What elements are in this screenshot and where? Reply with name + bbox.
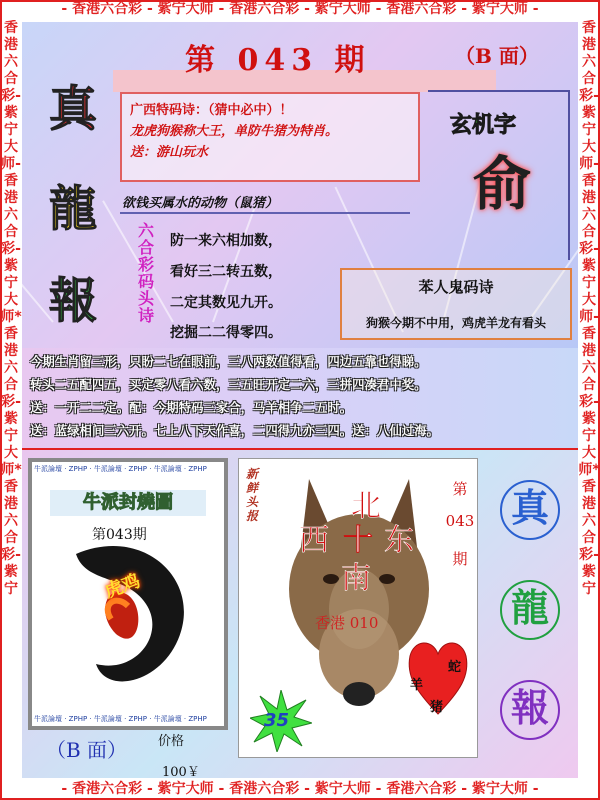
yin-yang-graphic bbox=[56, 524, 206, 694]
wolf-issue-top: 第 bbox=[452, 480, 468, 498]
special-code-poem bbox=[120, 92, 420, 182]
verse-line: 二定其数见九开。 bbox=[170, 295, 282, 311]
prediction-line: 今期生肖留三形，只盼二七在眼前，三八两数值得看，四边五靠也得睇。 bbox=[30, 354, 427, 369]
poem-line: 送：游山玩水 bbox=[130, 145, 209, 160]
vertical-char: 码 bbox=[137, 272, 154, 291]
wolf-issue-bottom: 期 bbox=[452, 550, 468, 568]
niupai-card bbox=[28, 458, 228, 730]
brand-char-long: 龍 bbox=[48, 181, 97, 237]
card-zodiac-tag: 虎鸡 bbox=[102, 570, 144, 603]
vertical-char: 合 bbox=[137, 238, 154, 257]
sub-poem-title: 苯人鬼码诗 bbox=[418, 278, 494, 296]
verse-line: 挖掘二二得零四。 bbox=[170, 325, 282, 341]
vertical-char: 诗 bbox=[137, 306, 154, 325]
vertical-title bbox=[136, 222, 156, 324]
top-banner: - 香港六合彩 - 紫宁大师 - 香港六合彩 - 紫宁大师 - 香港六合彩 - 紫宁大师 - bbox=[61, 1, 539, 17]
brand-char-zhen: 真 bbox=[48, 81, 97, 137]
poem-title: 广西特码诗：（猜中必中）！ bbox=[130, 103, 293, 118]
heart-zodiac: 蛇 bbox=[448, 660, 462, 675]
prediction-line: 送：一开二二定。配：今期特码三家合，马羊相争二五时。 bbox=[30, 400, 353, 415]
starburst-number: 35 bbox=[264, 710, 290, 731]
vertical-char: 头 bbox=[137, 289, 154, 308]
fresh-head-text: 新 鲜 头 报 bbox=[245, 467, 258, 523]
divider bbox=[120, 212, 410, 214]
wolf-issue-number: 043 bbox=[445, 512, 475, 530]
vertical-char: 彩 bbox=[137, 255, 154, 274]
price-value: 100￥ bbox=[162, 765, 200, 780]
right-banner: 香港六合彩-紫宁大师-香港六合彩-紫宁大师-香港六合彩-紫宁大师*香港六合彩-紫宁 bbox=[578, 20, 600, 597]
direction-north: 北 bbox=[351, 489, 381, 524]
left-banner: 香港六合彩-紫宁大师-香港六合彩-紫宁大师*香港六合彩-紫宁大师*香港六合彩-紫宁 bbox=[0, 20, 22, 597]
prediction-line: 转头二五配四五，买定零八看六数，三五旺开定二六，三拼四凑君中奖。 bbox=[30, 377, 427, 392]
direction-south: 南 bbox=[341, 561, 371, 596]
poem-line: 龙虎狗猴称大王，单防牛猪为特肖。 bbox=[130, 124, 339, 139]
mystery-char: 俞 bbox=[472, 150, 531, 218]
card-border-text: 牛派論壇 · ZPHP · 牛派論壇 · ZPHP · 牛派論壇 · ZPHP bbox=[34, 715, 207, 723]
heart-zodiac: 羊 bbox=[410, 678, 424, 693]
bottom-banner: - 香港六合彩 - 紫宁大师 - 香港六合彩 - 紫宁大师 - 香港六合彩 - 紫宁大师 - bbox=[61, 781, 539, 797]
verse-line: 看好三二转五数， bbox=[170, 264, 282, 280]
price-label: 价格 bbox=[158, 734, 185, 749]
wolf-watermark: 香港 010 bbox=[315, 614, 379, 632]
fresh-head-label bbox=[243, 467, 261, 523]
brand-circle-char: 龍 bbox=[510, 585, 549, 630]
brand-circle-char: 報 bbox=[510, 685, 549, 730]
brand-char-bao: 報 bbox=[48, 273, 97, 329]
b-face-label: （B 面） bbox=[46, 738, 128, 762]
direction-west: 西 bbox=[299, 523, 329, 558]
verse-line: 防一来六相加数， bbox=[170, 233, 282, 249]
card-heading: 牛派封燒圖 bbox=[50, 490, 206, 516]
card-issue: 第043期 bbox=[92, 527, 147, 543]
issue-title: 第 043 期 bbox=[185, 43, 371, 78]
prediction-line: 送：蓝绿相间三六开。七上八下天作喜，二四得九亦三四。送：八仙过海。 bbox=[30, 423, 439, 438]
side-label: （B 面） bbox=[455, 44, 539, 68]
vertical-char: 六 bbox=[137, 221, 154, 240]
card-border-text: 牛派論壇 · ZPHP · 牛派論壇 · ZPHP · 牛派論壇 · ZPHP bbox=[34, 465, 207, 473]
brand-circle-char: 真 bbox=[510, 485, 549, 530]
sub-poem-text: 狗猴今期不中用，鸡虎羊龙有看头 bbox=[365, 316, 546, 330]
mystery-char-title: 玄机字 bbox=[450, 112, 517, 138]
direction-cross: 十 bbox=[343, 523, 373, 558]
heart-zodiac: 猪 bbox=[430, 700, 444, 715]
animal-riddle: 欲钱买属水的动物（鼠猪） bbox=[122, 196, 279, 211]
direction-east: 东 bbox=[384, 523, 414, 558]
